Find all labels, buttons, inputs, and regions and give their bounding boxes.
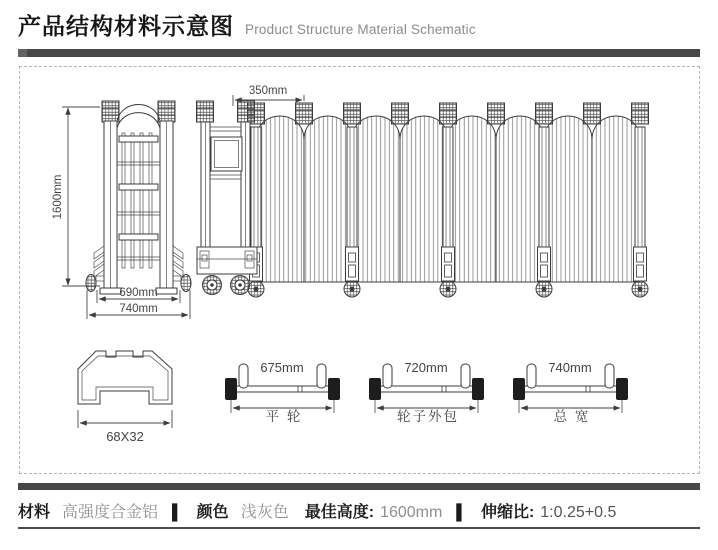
axle-diagrams — [225, 360, 628, 424]
spec-footer — [18, 499, 702, 522]
fence-cap — [296, 103, 313, 124]
profile-dimension — [78, 410, 172, 444]
page-subtitle: Product Structure Material Schematic — [245, 22, 476, 37]
top-divider-bar — [18, 49, 700, 57]
motor-cart — [197, 101, 258, 295]
best-height-value: 1600mm — [380, 504, 443, 521]
drawing-area — [19, 66, 700, 474]
ratio-label: 伸缩比: — [480, 504, 535, 521]
gate-right-cap — [158, 101, 175, 122]
material-value: 高强度合金铝 — [62, 504, 159, 521]
fence-cap — [584, 103, 601, 124]
axle-0-label: 平 轮 — [265, 409, 303, 424]
control-box — [211, 137, 242, 171]
axle-1-dim: 720mm — [404, 360, 448, 375]
header — [18, 8, 476, 41]
axle-0-dim: 675mm — [260, 360, 304, 375]
page-title: 产品结构材料示意图 — [18, 13, 234, 39]
schematic-svg — [19, 66, 700, 474]
cart-wheel — [231, 276, 250, 295]
gate-picket-panel — [117, 133, 160, 268]
gate-inner-width-label: 690mm — [119, 287, 158, 299]
gate-left-cap — [102, 101, 119, 122]
color-label: 颜色 — [196, 504, 229, 521]
panel-pitch-label: 350mm — [248, 85, 288, 97]
gate-outer-width-label: 740mm — [119, 303, 158, 315]
gate-height-dimension — [52, 107, 100, 286]
profile-size-label: 68X32 — [106, 429, 144, 444]
cart-wheel — [203, 276, 222, 295]
gate-height-label: 1600mm — [52, 174, 64, 220]
axle-1-label: 轮子外包 — [397, 409, 459, 424]
separator-bar: ▌ — [456, 504, 467, 521]
axle-2-label: 总 宽 — [553, 409, 591, 424]
material-label: 材料 — [18, 504, 51, 521]
best-height-label: 最佳高度: — [304, 504, 375, 521]
profile-cross-section — [78, 351, 172, 444]
bottom-rule — [18, 527, 700, 529]
divider-tip — [18, 49, 27, 57]
axle-2-dim: 740mm — [548, 360, 592, 375]
fence-side-view — [197, 85, 649, 297]
fence-cap — [392, 103, 409, 124]
gate-front-view — [52, 101, 191, 319]
bottom-divider-bar — [18, 483, 700, 490]
ratio-value: 1:0.25+0.5 — [540, 504, 617, 521]
fence-cap — [488, 103, 505, 124]
color-value: 浅灰色 — [240, 504, 289, 521]
separator-bar: ▌ — [172, 504, 183, 521]
